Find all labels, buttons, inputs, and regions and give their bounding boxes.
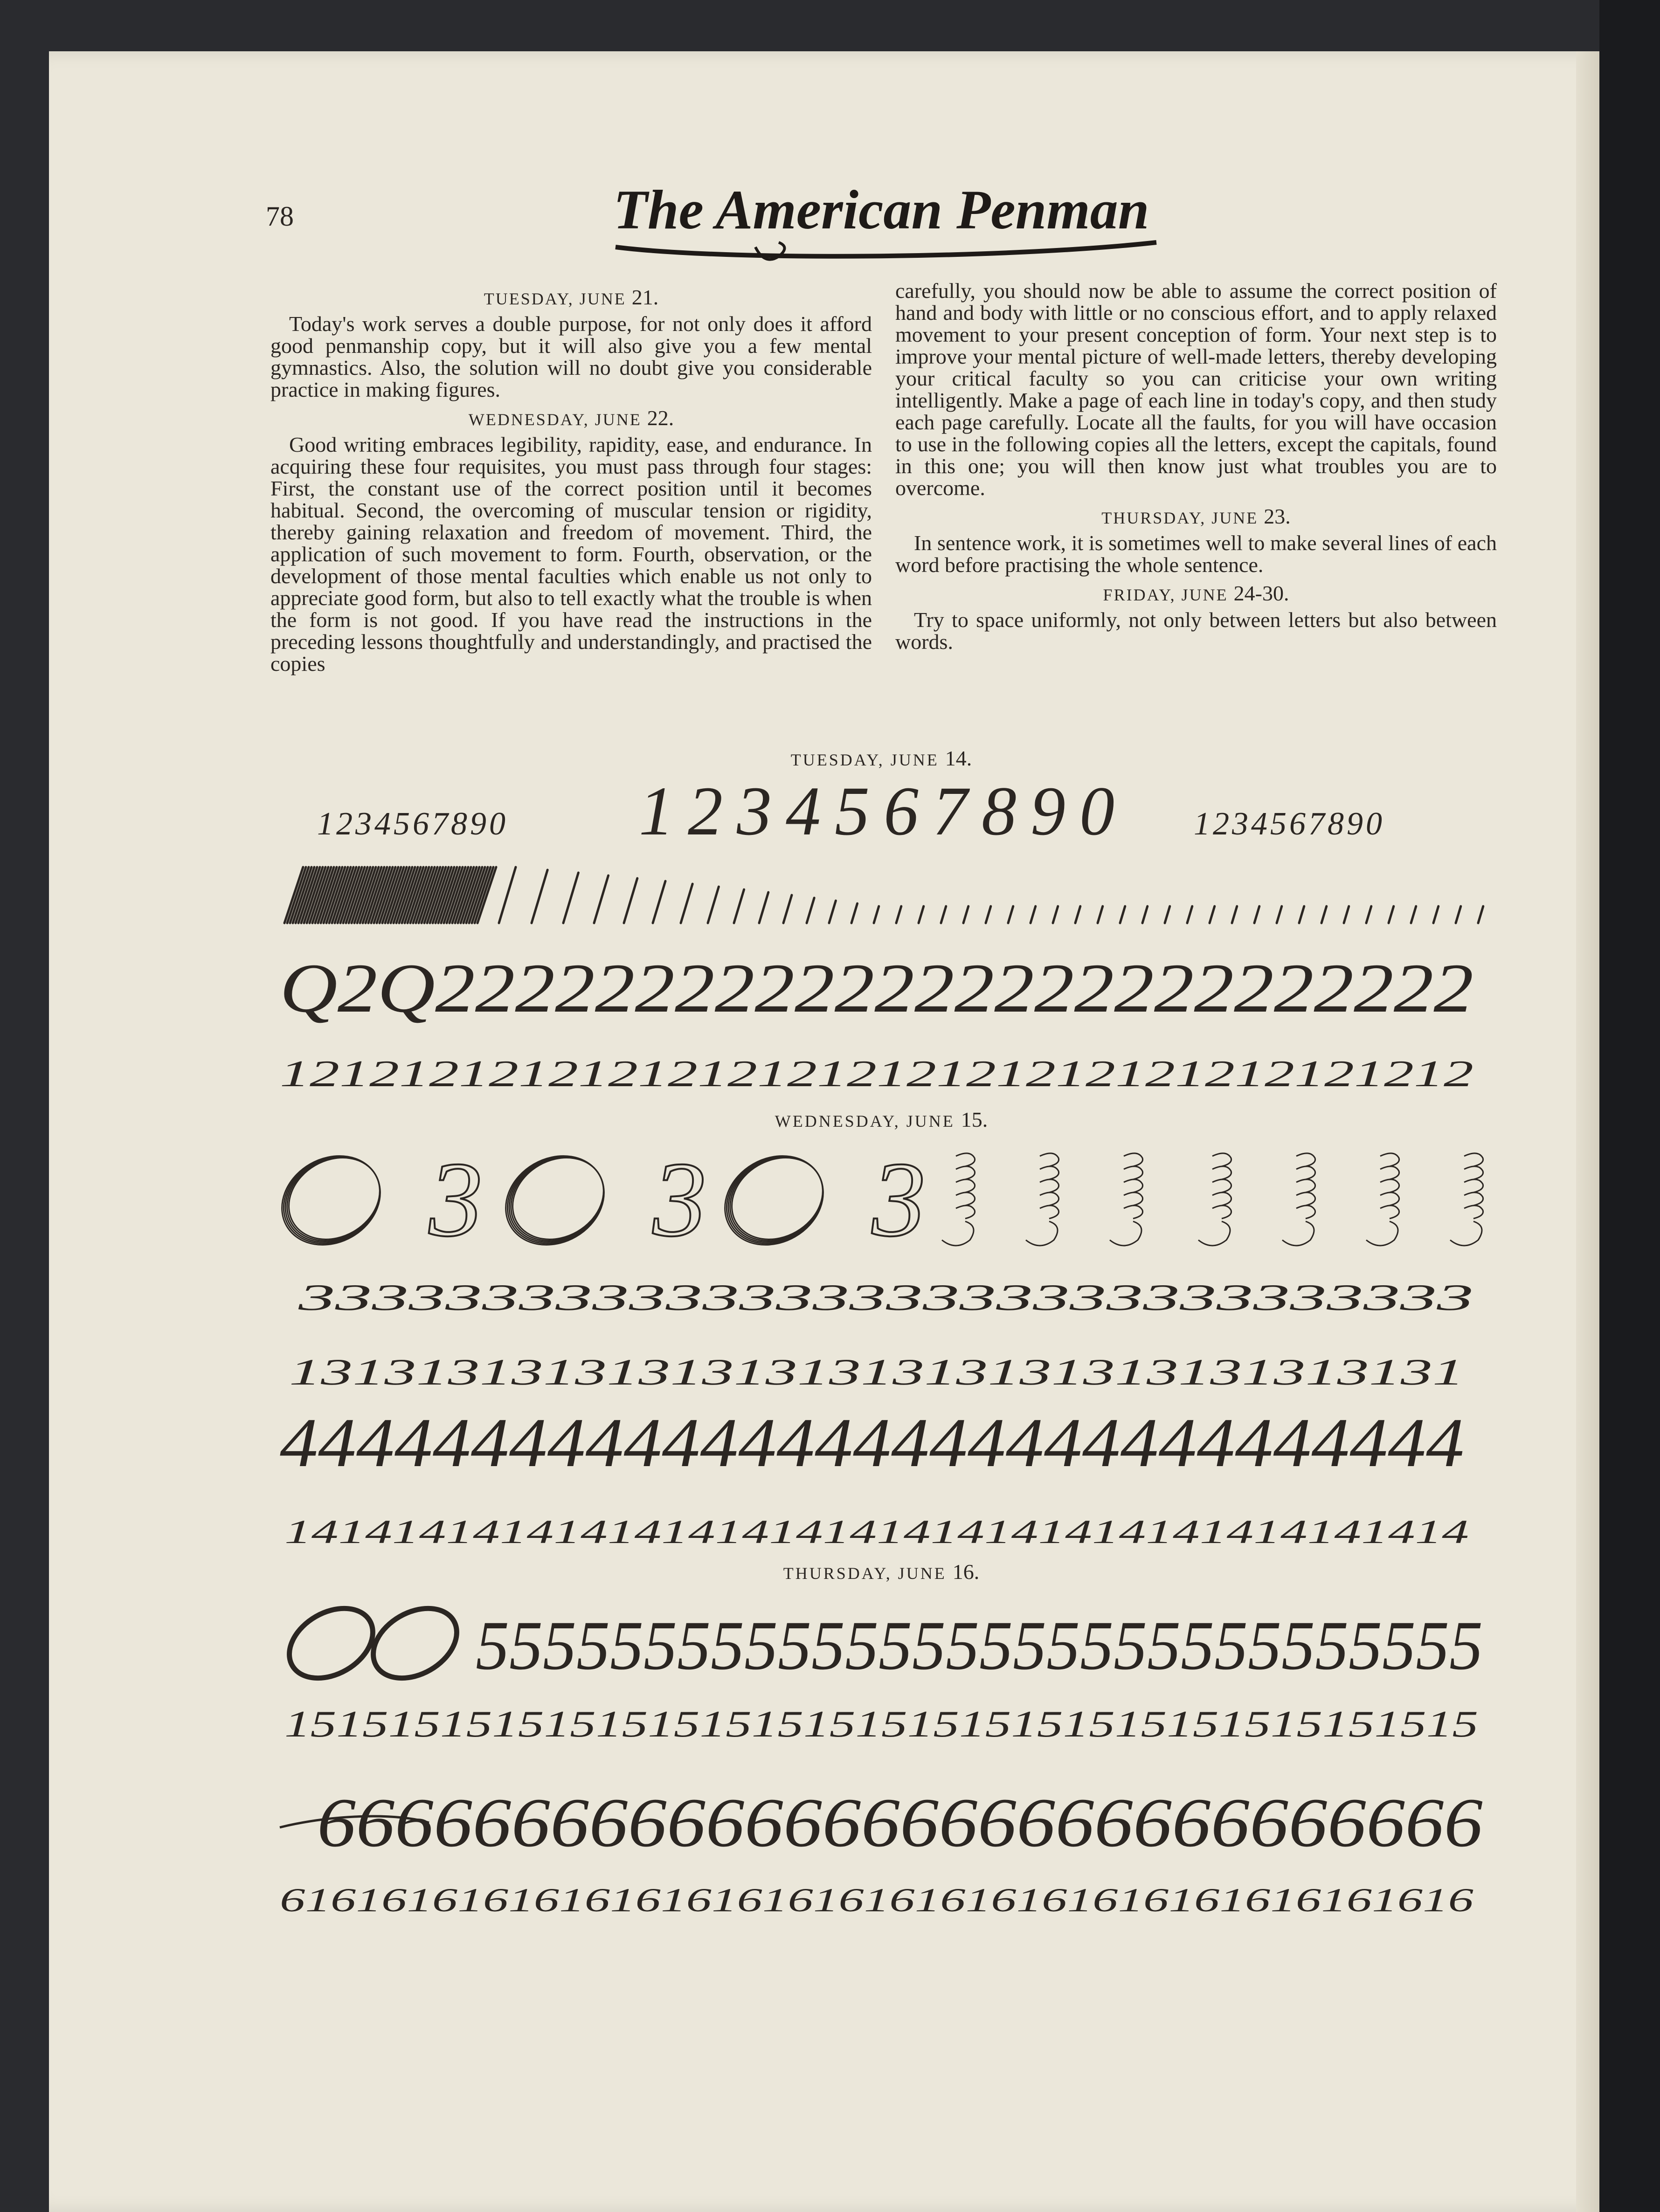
- compound-three-loop: [1212, 1166, 1231, 1179]
- section-date-heading: [270, 407, 872, 431]
- body-paragraph: Today's work serves a double purpose, for not only does it afford good penmanship copy, but it will also give you a few mental gymnastics. Also, the solution will no doubt give you considerable practice in making figures.: [270, 312, 872, 401]
- compound-three-loop: [956, 1153, 975, 1166]
- slant-stroke: [532, 870, 547, 923]
- heading-wednesday-june-15: [270, 1107, 1492, 1132]
- masthead-title: The American Penman: [613, 179, 1149, 241]
- compound-three-loop: [1380, 1179, 1399, 1192]
- section-date-heading: [895, 582, 1497, 606]
- slant-stroke: [1075, 906, 1080, 923]
- compound-three-loop: [1380, 1206, 1399, 1219]
- slant-stroke: [874, 906, 879, 923]
- compound-three-loop: [1380, 1192, 1399, 1206]
- compound-three-loop: [1124, 1206, 1143, 1219]
- slant-stroke: [1344, 906, 1349, 923]
- compound-three-tail: [1366, 1221, 1398, 1246]
- copy-line-twos: [280, 946, 1501, 1030]
- slant-stroke: [829, 901, 836, 923]
- slant-stroke: [1254, 906, 1259, 923]
- copy-line-slant-strokes: [280, 858, 1501, 932]
- compound-three-loop: [1464, 1153, 1483, 1166]
- fours-text: 4444444444444444444444444444444: [280, 1404, 1464, 1482]
- compound-three-loop: [1124, 1153, 1143, 1166]
- oval-drill: [274, 1142, 395, 1255]
- slant-stroke: [1008, 906, 1013, 923]
- slant-stroke: [1098, 906, 1103, 923]
- compound-three-loop: [1040, 1192, 1059, 1206]
- copy-line-threes-ovals: [280, 1142, 1501, 1263]
- slant-stroke: [1433, 906, 1439, 923]
- page-number: 78: [266, 201, 294, 232]
- section-date-heading: [895, 505, 1497, 529]
- compound-three-loop: [956, 1179, 975, 1192]
- one-six-text: 61616161616161616161616161616161616161616161616: [280, 1881, 1474, 1919]
- compound-three-tail: [1282, 1221, 1314, 1246]
- body-paragraph: In sentence work, it is sometimes well to make several lines of each word before practising the whole sentence.: [895, 531, 1497, 577]
- compound-three-loop: [1124, 1179, 1143, 1192]
- compound-three-loop: [1296, 1206, 1315, 1219]
- fives-text: 555555555555555555555555555555: [476, 1607, 1483, 1684]
- compound-three-tail: [1026, 1221, 1058, 1246]
- slant-stroke: [759, 892, 768, 923]
- slant-stroke: [1389, 906, 1394, 923]
- slant-stroke: [624, 878, 637, 923]
- slant-stroke: [653, 881, 665, 923]
- slant-stroke: [708, 887, 719, 923]
- compound-three-tail: [1198, 1221, 1230, 1246]
- compound-three-loop: [1464, 1166, 1483, 1179]
- compound-three-loop: [1464, 1206, 1483, 1219]
- slant-stroke: [499, 867, 516, 923]
- compound-three-tail: [1110, 1221, 1141, 1246]
- slant-stroke: [851, 903, 858, 923]
- compound-three-loop: [1296, 1192, 1315, 1206]
- compound-three-loop: [956, 1166, 975, 1179]
- body-paragraph: Good writing embraces legibility, rapidity, ease, and endurance. In acquiring these four requisites, you must pass through four stages: First, the constant use of the correct position until it becomes habitual. Second, the overcoming of muscular tension or rigidity, thereby gaining relaxation and freedom of movement. Third, the application of such movement to form. Fourth, observation, or the development of those mental faculties which enable us not only to appreciate good form, but also to tell exactly what the trouble is when the form is not good. If you have read the instructions in the preceding lessons thoughtfully and understandingly, and practised the copies: [270, 433, 872, 675]
- slant-stroke: [1232, 906, 1237, 923]
- capital-three: 3: [429, 1140, 483, 1259]
- section-date-number: 23.: [1264, 504, 1291, 528]
- slant-stroke: [1478, 906, 1483, 923]
- heading-day: WEDNESDAY, JUNE: [775, 1112, 955, 1130]
- slant-stroke: [1165, 906, 1170, 923]
- slant-stroke: [941, 906, 946, 923]
- compound-three-loop: [956, 1192, 975, 1206]
- oval-drill: [498, 1142, 619, 1255]
- slant-stroke: [1321, 906, 1327, 923]
- sixes-text: 666666666666666666666666666666: [317, 1784, 1483, 1861]
- one-three-text: 1313131313131313131313131313131313131: [289, 1352, 1464, 1393]
- scan-background-edge: [1599, 0, 1660, 2212]
- compound-three-loop: [1380, 1153, 1399, 1166]
- one-four-text: 14141414141414141414141414141414141414141414: [284, 1513, 1469, 1550]
- slant-stroke: [783, 895, 792, 923]
- capital-three: 3: [653, 1140, 706, 1259]
- compound-three-loop: [1212, 1153, 1231, 1166]
- digits-small-left: 1234567890: [317, 806, 508, 842]
- section-date-day: TUESDAY, JUNE: [484, 289, 626, 308]
- copy-line-threes: [280, 1268, 1501, 1324]
- section-date-heading: [270, 286, 872, 310]
- compound-three-loop: [1464, 1179, 1483, 1192]
- slant-stroke: [1120, 906, 1125, 923]
- section-date-number: 22.: [647, 406, 674, 430]
- slant-stroke: [1210, 906, 1215, 923]
- section-date-day: FRIDAY, JUNE: [1103, 586, 1228, 604]
- slant-stroke: [1053, 906, 1058, 923]
- slant-stroke: [896, 906, 901, 923]
- copy-line-one-four: [280, 1506, 1501, 1557]
- heading-day: THURSDAY, JUNE: [783, 1564, 947, 1583]
- compound-three-loop: [1296, 1153, 1315, 1166]
- compound-three-loop: [1040, 1179, 1059, 1192]
- slant-stroke: [986, 906, 991, 923]
- slant-stroke: [734, 889, 744, 923]
- one-five-text: 1515151515151515151515151515151515151515151515: [284, 1704, 1478, 1745]
- slant-stroke: [1299, 906, 1304, 923]
- heading-tuesday-june-14: [270, 746, 1492, 771]
- slant-stroke: [1411, 906, 1416, 923]
- compound-three-loop: [1040, 1153, 1059, 1166]
- section-date-day: THURSDAY, JUNE: [1101, 509, 1259, 527]
- twos-text: Q2Q22222222222222222222222222: [280, 950, 1473, 1027]
- oval-drill: [717, 1142, 838, 1255]
- heading-date-number: 15.: [961, 1108, 988, 1131]
- compound-three-loop: [1464, 1192, 1483, 1206]
- section-date-day: WEDNESDAY, JUNE: [468, 410, 642, 429]
- copy-line-one-two: [280, 1049, 1501, 1100]
- digits-large: 1234567890: [639, 772, 1128, 850]
- slant-stroke: [1366, 906, 1371, 923]
- compound-three-loop: [956, 1206, 975, 1219]
- section-date-number: 24-30.: [1233, 581, 1289, 605]
- compound-three-loop: [1212, 1192, 1231, 1206]
- compound-three-tail: [1450, 1221, 1482, 1246]
- compound-three-loop: [1040, 1166, 1059, 1179]
- slant-stroke: [563, 873, 578, 923]
- compound-three-loop: [1296, 1179, 1315, 1192]
- body-paragraph: carefully, you should now be able to assume the correct position of hand and body with little or no conscious effort, and to apply relaxed movement to your present conception of form. Your next step is to improve your mental picture of well-made letters, thereby developing your critical faculty so you can criticise your own writing intelligently. Make a page of each line in today's copy, and then study each page carefully. Locate all the faults, for you will have occasion to use in the following copies all the letters, except the capitals, found in this one; you will then know just what troubles you are to overcome.: [895, 279, 1497, 500]
- heading-date-number: 16.: [952, 1560, 980, 1584]
- slant-stroke: [1187, 906, 1192, 923]
- compound-three-loop: [1124, 1192, 1143, 1206]
- article-right-column: [895, 280, 1497, 653]
- digits-small-right: 1234567890: [1194, 806, 1385, 842]
- slant-stroke: [807, 898, 814, 923]
- masthead-script-logo: [588, 172, 1175, 266]
- heading-day: TUESDAY, JUNE: [790, 751, 939, 769]
- heading-date-number: 14.: [945, 746, 972, 770]
- slant-stroke: [681, 884, 692, 923]
- slant-stroke: [1456, 906, 1461, 923]
- compound-three-loop: [1212, 1206, 1231, 1219]
- threes-text: 33333333333333333333333333333333: [297, 1277, 1473, 1318]
- article-left-column: [270, 280, 872, 675]
- copy-line-one-six: [280, 1874, 1501, 1925]
- heading-thursday-june-16: [270, 1559, 1492, 1584]
- slant-stroke: [1031, 906, 1036, 923]
- compound-three-loop: [1380, 1166, 1399, 1179]
- compound-three-loop: [1212, 1179, 1231, 1192]
- slant-stroke: [594, 875, 609, 923]
- masthead-logo: [588, 172, 1175, 280]
- compound-three-loop: [1040, 1206, 1059, 1219]
- copy-line-one-five: [280, 1697, 1501, 1753]
- one-two-text: 1212121212121212121212121212121212121212: [280, 1054, 1473, 1095]
- slant-stroke: [1277, 906, 1282, 923]
- capital-three: 3: [872, 1140, 926, 1259]
- compound-three-loop: [1124, 1166, 1143, 1179]
- copy-line-one-three: [280, 1347, 1501, 1399]
- copy-line-digits: [280, 774, 1501, 853]
- slant-stroke: [1142, 906, 1148, 923]
- slant-stroke: [963, 906, 968, 923]
- compound-three-loop: [1296, 1166, 1315, 1179]
- copy-line-fives: [280, 1594, 1501, 1688]
- slant-stroke: [919, 906, 924, 923]
- compound-three-tail: [942, 1221, 974, 1246]
- section-date-number: 21.: [631, 285, 659, 309]
- copy-line-sixes: [280, 1771, 1501, 1860]
- body-paragraph: Try to space uniformly, not only between letters but also between words.: [895, 608, 1497, 654]
- copy-line-fours: [280, 1394, 1501, 1482]
